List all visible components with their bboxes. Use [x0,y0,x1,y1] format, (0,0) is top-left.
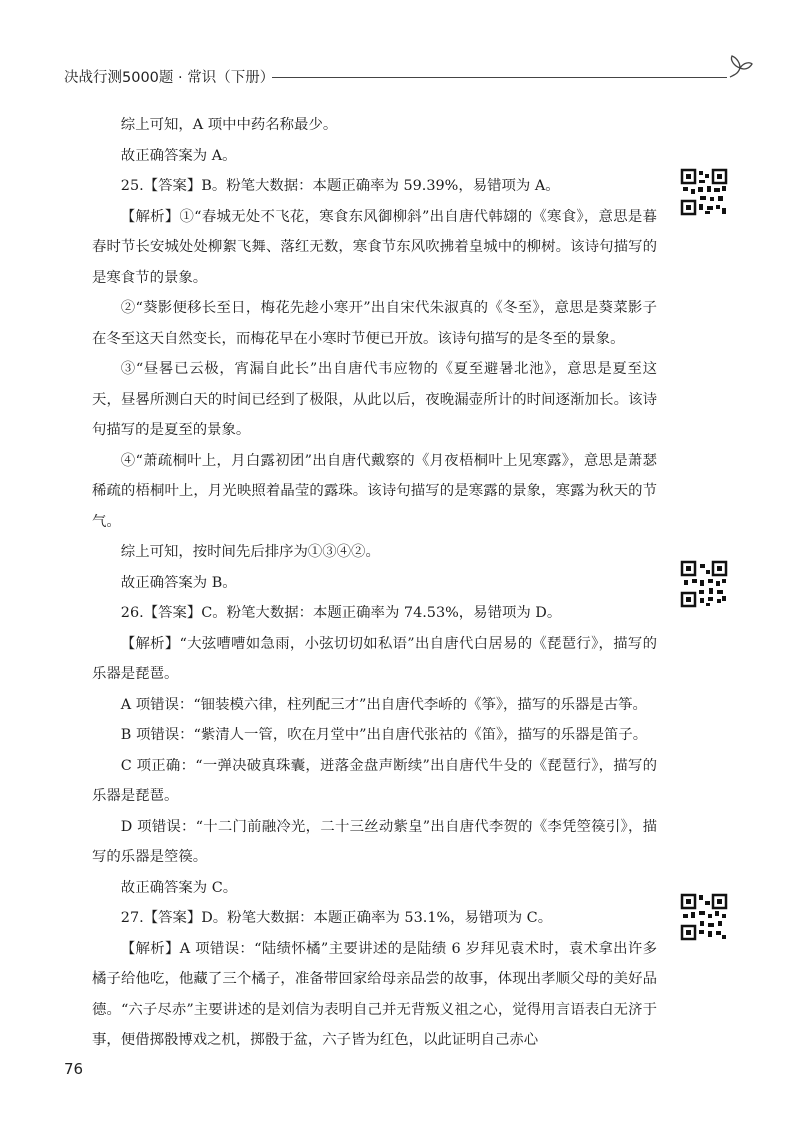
answer-27: 27.【答案】D。粉笔大数据：本题正确率为 53.1%，易错项为 C。 [120,910,553,926]
paragraph: ②“葵影便移长至日，梅花先趁小寒开”出自宋代朱淑真的《冬至》，意思是葵菜影子在冬至这天自然变长，而梅花早在小寒时节便已开放。该诗句描写的是冬至的景象。 [92,300,657,347]
book-title: 决战行测5000题 · 常识（下册） [64,70,275,86]
qr-code-icon[interactable] [680,168,728,216]
page-number: 76 [64,1060,84,1078]
answer-26: 26.【答案】C。粉笔大数据：本题正确率为 74.53%，易错项为 D。 [120,605,562,621]
paragraph: 故正确答案为 C。 [120,879,238,896]
paragraph: 【解析】A 项错误：“陆绩怀橘”主要讲述的是陆绩 6 岁拜见袁术时，袁术拿出许多橘子给他吃，他藏了三个橘子，准备带回家给母亲品尝的故事，体现出孝顺父母的美好品德。“六子尽赤”主要讲述的是刘信为表明自己并无背叛义祖之心，觉得用言语表白无济于事，便借掷骰博戏之机，掷骰于盆，六子皆为红色，以此证明自己赤心 [92,940,657,1048]
running-header [64,62,744,92]
paragraph: 综上可知，按时间先后排序为①③④②。 [120,544,380,560]
qr-code-icon[interactable] [680,560,728,608]
paragraph: 综上可知，A 项中中药名称最少。 [120,117,338,133]
page-body [92,110,657,1056]
paragraph: 【解析】①“春城无处不飞花，寒食东风御柳斜”出自唐代韩翃的《寒食》，意思是暮春时节长安城处处柳絮飞舞、落红无数，寒食节东风吹拂着皇城中的柳树。该诗句描写的是寒食节的景象。 [92,208,657,286]
paragraph: A 项错误：“钿装模六律，柱列配三才”出自唐代李峤的《筝》，描写的乐器是古筝。 [120,696,647,713]
paragraph: 故正确答案为 A。 [120,147,237,164]
qr-code-icon[interactable] [680,893,728,941]
paragraph: ③“昼晷已云极，宵漏自此长”出自唐代韦应物的《夏至避暑北池》，意思是夏至这天，昼晷所测白天的时间已经到了极限，从此以后，夜晚漏壶所计的时间逐渐加长。该诗句描写的是夏至的景象。 [92,361,657,438]
paragraph: 【解析】“大弦嘈嘈如急雨，小弦切切如私语”出自唐代白居易的《琵琶行》，描写的乐器是琵琶。 [92,635,657,682]
paragraph: 故正确答案为 B。 [120,574,237,591]
paragraph: B 项错误：“紫清人一管，吹在月堂中”出自唐代张祜的《笛》，描写的乐器是笛子。 [120,727,648,743]
answer-25: 25.【答案】B。粉笔大数据：本题正确率为 59.39%，易错项为 A。 [120,178,560,194]
paragraph: ④“萧疏桐叶上，月白露初团”出自唐代戴察的《月夜梧桐叶上见寒露》，意思是萧瑟稀疏的梧桐叶上，月光映照着晶莹的露珠。该诗句描写的是寒露的景象，寒露为秋天的节气。 [92,452,657,530]
paragraph: D 项错误：“十二门前融冷光，二十三丝动紫皇”出自唐代李贺的《李凭箜篌引》，描写的乐器是箜篌。 [92,818,657,865]
paragraph: C 项正确：“一弹决破真珠囊，迸落金盘声断续”出自唐代牛殳的《琵琶行》，描写的乐器是琵琶。 [92,757,657,804]
sprout-icon [724,52,756,86]
header-rule [272,77,727,78]
